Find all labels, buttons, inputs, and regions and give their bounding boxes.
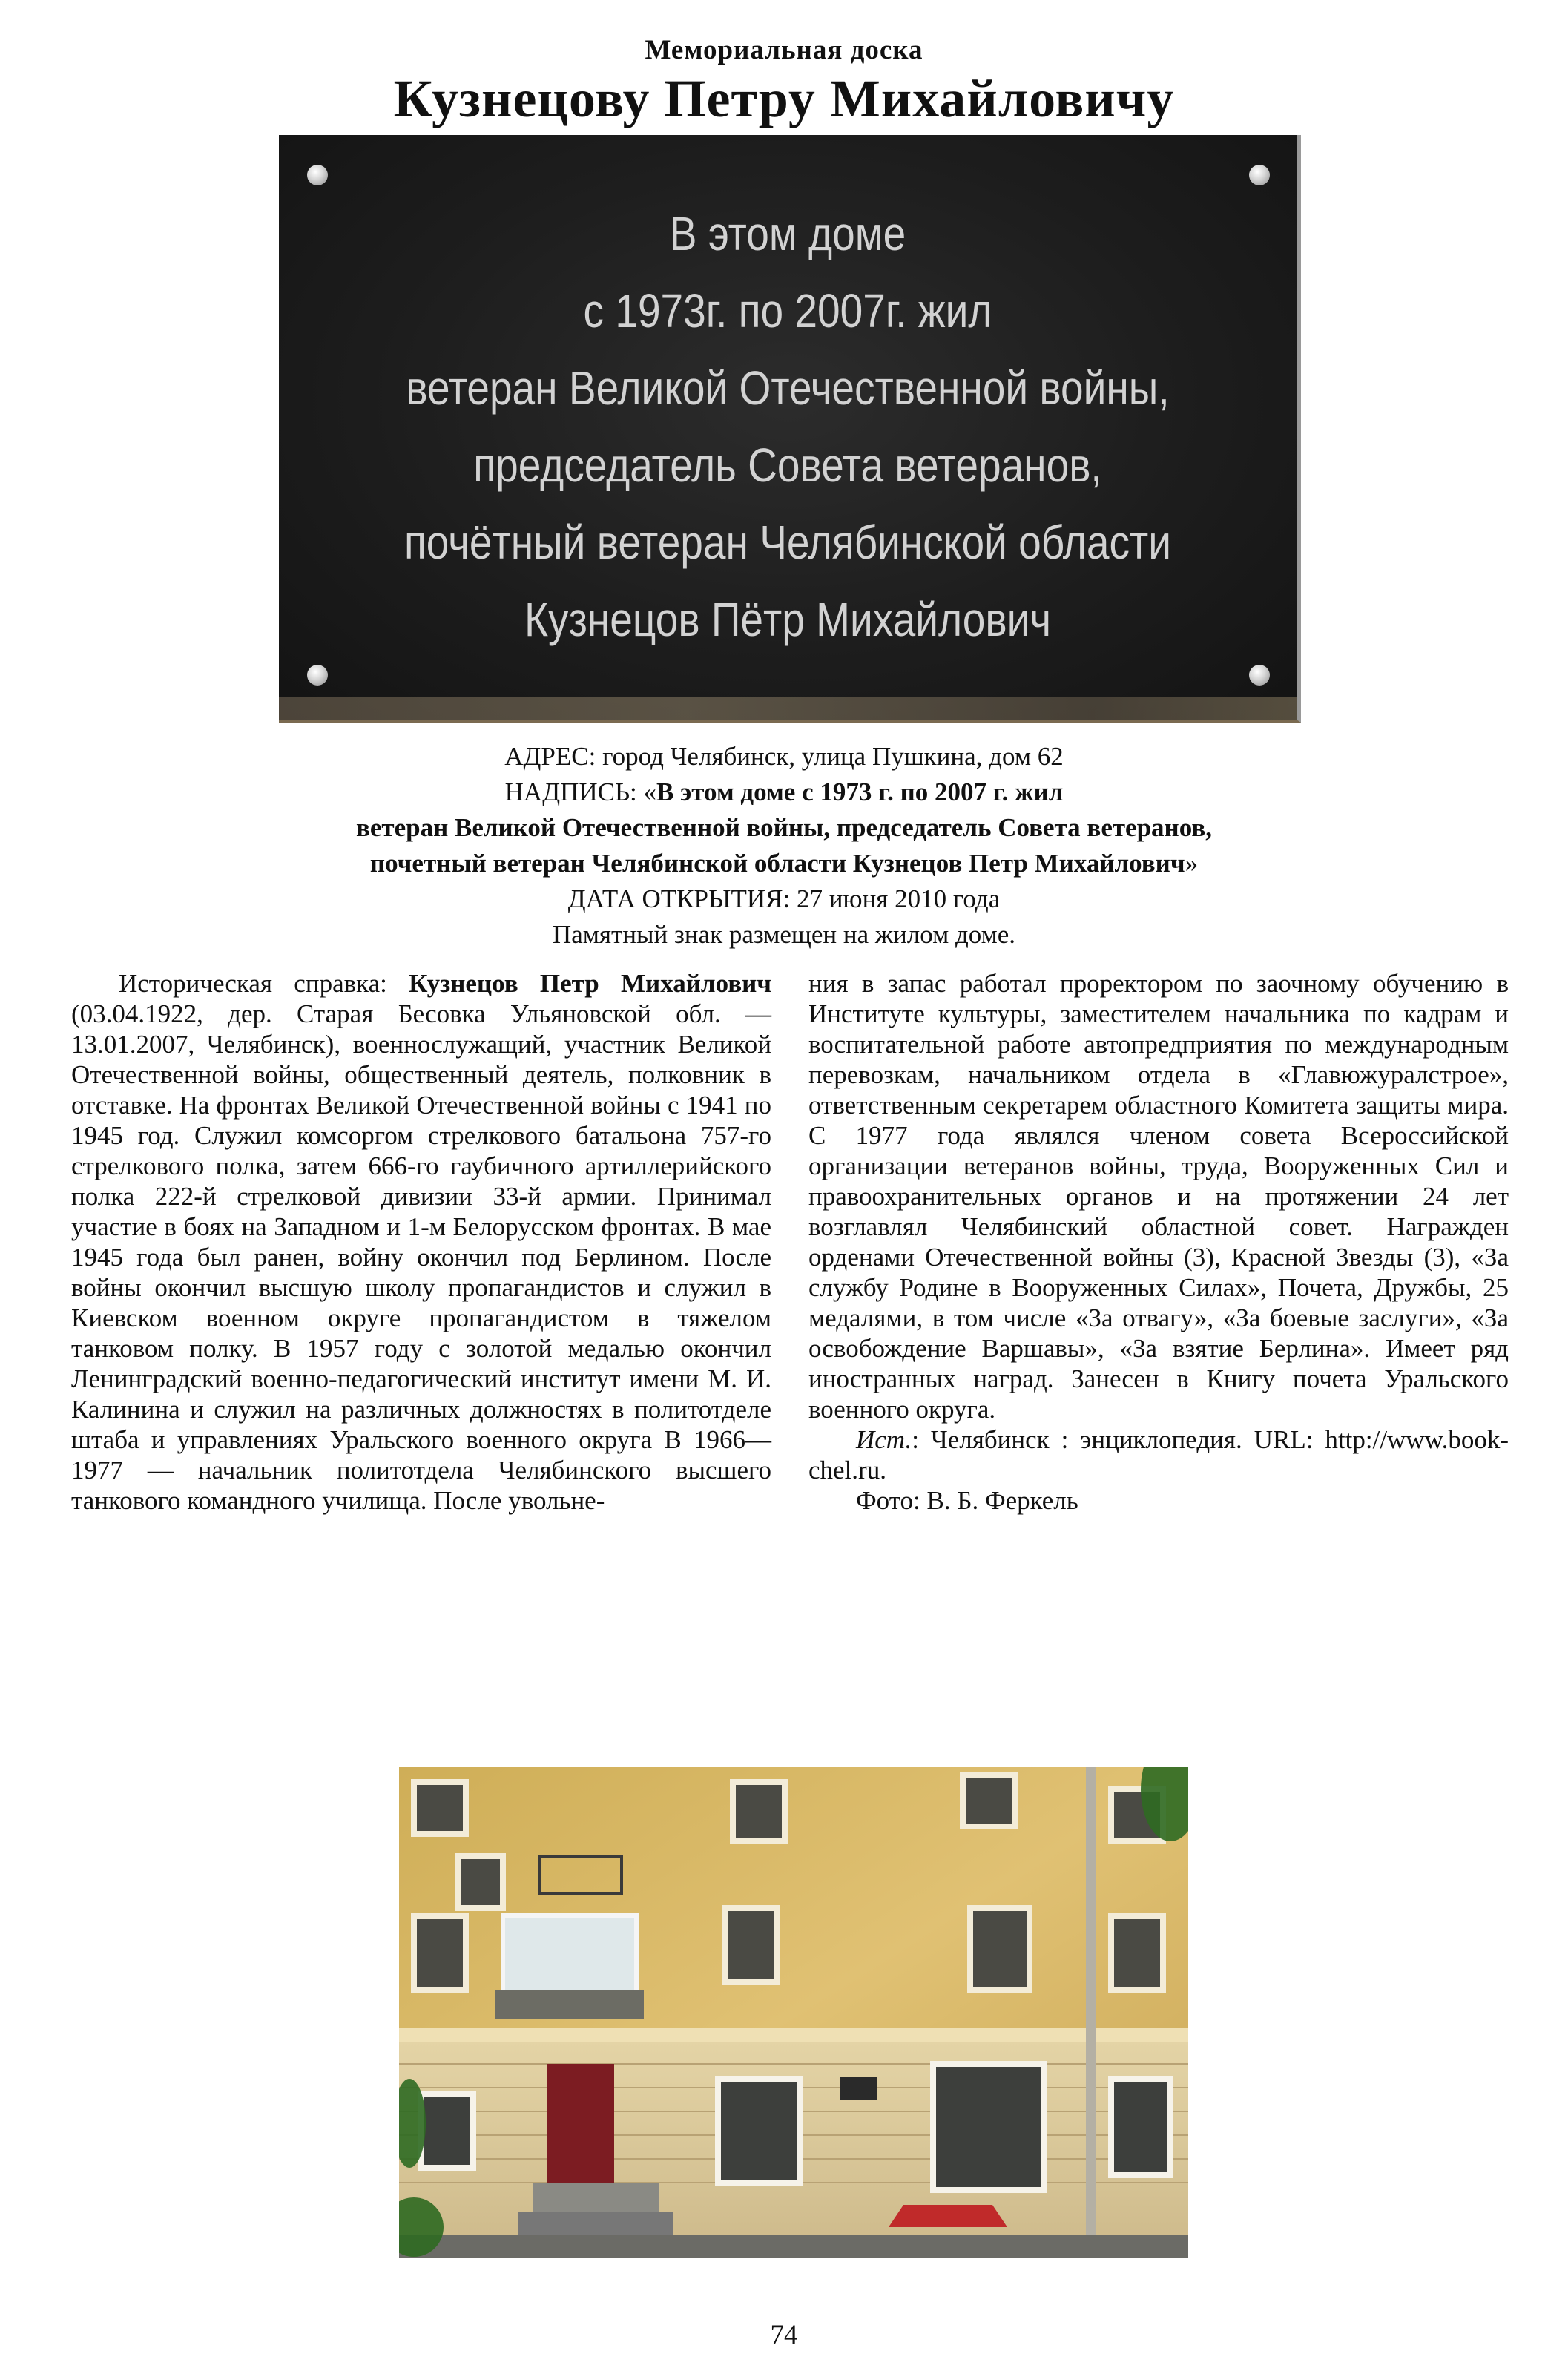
source-paragraph bbox=[808, 1424, 1509, 1485]
placement-note: Памятный знак размещен на жилом доме. bbox=[552, 920, 1016, 949]
article-paragraph bbox=[71, 968, 771, 1516]
plaque-line: председатель Совета ветеранов, bbox=[473, 438, 1102, 492]
intro-label: Историческая справка: bbox=[119, 969, 387, 998]
article-left-column bbox=[71, 968, 771, 1516]
person-name: Кузнецов Петр Михайлович bbox=[409, 969, 771, 998]
building-photo bbox=[399, 1767, 1188, 2258]
page-number: 74 bbox=[770, 2320, 798, 2350]
plaque-line: В этом доме bbox=[669, 207, 906, 260]
wall-strip bbox=[279, 697, 1297, 720]
date-value: 27 июня 2010 года bbox=[796, 884, 1001, 913]
plaque-line: ветеран Великой Отечественной войны, bbox=[406, 361, 1170, 415]
inscription-text-1: В этом доме с 1973 г. по 2007 г. жил bbox=[656, 777, 1064, 806]
building-illustration bbox=[399, 1767, 1188, 2258]
inscription-text-2: ветеран Великой Отечественной войны, председатель Совета ветеранов, bbox=[355, 813, 1212, 842]
article-paragraph: ния в запас работал проректором по заочному обучению в Институте культуры, заместителем начальника по кадрам и воспитательной работе автопредприятия по международным перевозкам, начальником отдела в «Главюжуралстрое», ответственным секретарем областного Комитета защиты мира. С 1977 года являлся членом совета Всероссийской организации ветеранов войны, труда, Вооруженных Сил и правоохранительных органов и на протяжении 24 лет возглавлял Челябинский областной совет. Награжден орденами Отечественной войны (3), Красной Звезды (3), «За службу Родине в Вооруженных Силах», Почета, Дружбы, 25 медалями, в том числе «За отвагу», «За боевые заслуги», «За освобождение Варшавы», «За взятие Берлина». Имеет ряд иностранных наград. Занесен в Книгу почета Уральского военного округа. bbox=[808, 969, 1509, 1424]
address-label: АДРЕС: bbox=[504, 742, 596, 771]
opening-date-line bbox=[0, 881, 1568, 917]
inscription-line-2 bbox=[0, 810, 1568, 846]
bolt-bottom-left bbox=[307, 665, 328, 686]
address-value: город Челябинск, улица Пушкина, дом 62 bbox=[602, 742, 1064, 771]
article-right-column bbox=[808, 968, 1509, 1516]
bolt-top-left bbox=[307, 165, 328, 185]
plaque-line: Кузнецов Пётр Михайлович bbox=[524, 593, 1052, 646]
bolt-bottom-right bbox=[1249, 665, 1270, 686]
kicker-title: Мемориальная доска bbox=[645, 35, 923, 65]
address-line bbox=[0, 739, 1568, 775]
inscription-label: НАДПИСЬ: bbox=[504, 777, 637, 806]
quote-open: « bbox=[643, 777, 657, 806]
source-label: Ист. bbox=[856, 1425, 912, 1454]
quote-close: » bbox=[1185, 849, 1199, 878]
inscription-line-3 bbox=[0, 846, 1568, 881]
plaque-line: почётный ветеран Челябинской области bbox=[404, 516, 1171, 569]
photo-credit: Фото: В. Б. Феркель bbox=[856, 1486, 1078, 1515]
memorial-plaque-photo bbox=[279, 135, 1301, 723]
inscription-line-1 bbox=[0, 775, 1568, 810]
article-text-left: (03.04.1922, дер. Старая Бесовка Ульяновской обл. — 13.01.2007, Челябинск), военнослужащий, участник Великой Отечественной войны, общественный деятель, полковник в отставке. На фронтах Великой Отечественной войны с 1941 по 1945 год. Служил комсоргом стрелкового батальона 757-го стрелкового полка, затем 666-го гаубичного артиллерийского полка 222-й стрелковой дивизии 33-й армии. Принимал участие в боях на Западном и 1-м Белорусском фронтах. В мае 1945 года был ранен, войну окончил под Берлином. После войны окончил высшую школу пропагандистов и служил в Киевском военном округе пропагандистом в тяжелом танковом полку. В 1957 году с золотой медалью окончил Ленинградский военно-педагогический институт имени М. И. Калинина и служил на различных должностях в политотделе штаба и управлениях Уральского военного округа В 1966—1977 — начальник политотдела Челябинского высшего танкового командного училища. После увольне- bbox=[71, 999, 771, 1515]
source-text: : Челябинск : энциклопедия. URL: http://www.book-chel.ru. bbox=[808, 1425, 1509, 1485]
bolt-top-right bbox=[1249, 165, 1270, 185]
page-title: Кузнецову Петру Михайловичу bbox=[393, 69, 1175, 128]
inscription-text-3: почетный ветеран Челябинской области Кузнецов Петр Михайлович bbox=[369, 849, 1185, 878]
plaque-line: с 1973г. по 2007г. жил bbox=[583, 284, 992, 338]
date-label: ДАТА ОТКРЫТИЯ: bbox=[567, 884, 791, 913]
